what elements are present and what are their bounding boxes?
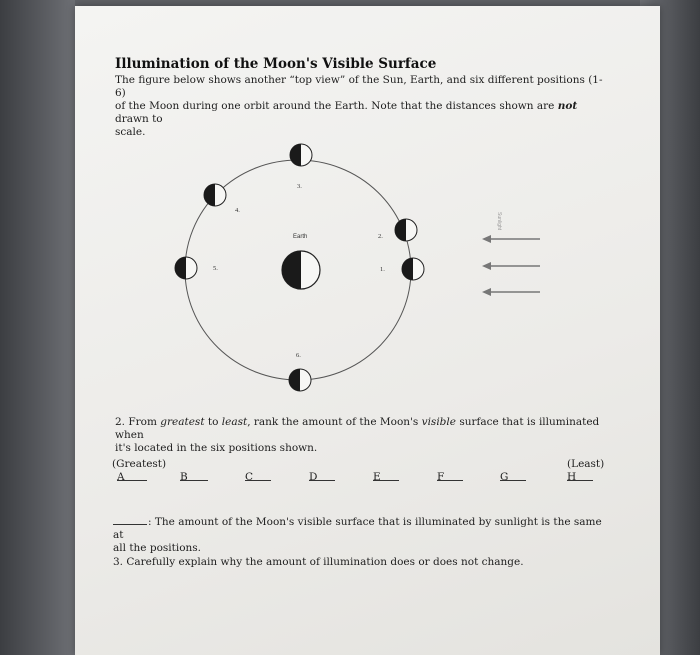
rank-blank[interactable] [309, 471, 335, 481]
position-2-label: 2. [378, 233, 383, 240]
sunlight-label: Sunlight [496, 212, 502, 231]
question-2-line-2: it's located in the six positions shown. [115, 442, 318, 454]
earth [282, 251, 320, 289]
position-5-label: 5. [213, 265, 218, 272]
intro-line-2: of the Moon during one orbit around the Earth. Note that the distances shown are not drawn to [115, 100, 578, 125]
rank-blank[interactable] [245, 471, 271, 481]
same-statement-line-1: : The amount of the Moon's visible surface that is illuminated by sunlight is the same at [113, 516, 602, 541]
rank-blank[interactable] [180, 471, 208, 481]
sunlight-arrowhead [482, 288, 491, 296]
sunlight-arrowhead [482, 262, 491, 270]
least-label: (Least) [567, 458, 605, 470]
position-3-label: 3. [297, 183, 302, 190]
moon-position-3 [290, 144, 312, 166]
section-title: Illumination of the Moon's Visible Surface [115, 56, 437, 72]
position-4-label: 4. [235, 207, 240, 214]
rank-blank[interactable] [373, 471, 399, 481]
position-6-label: 6. [296, 352, 301, 359]
rank-blank[interactable] [500, 471, 526, 481]
question-2 [115, 416, 615, 455]
sunlight-arrowhead [482, 235, 491, 243]
position-1-label: 1. [380, 266, 385, 273]
moon-position-6 [289, 369, 311, 391]
moon-position-4 [204, 184, 226, 206]
same-blank[interactable] [113, 515, 147, 525]
intro-line-3: scale. [115, 126, 146, 138]
same-statement [113, 515, 613, 555]
intro-line-1: The figure below shows another “top view” of the Sun, Earth, and six different positions (1-6) [115, 74, 603, 99]
rank-blank[interactable] [117, 471, 147, 481]
question-3: 3. Carefully explain why the amount of illumination does or does not change. [113, 556, 524, 568]
moon-position-2 [395, 219, 417, 241]
moon-position-1 [402, 258, 424, 280]
rank-blank[interactable] [567, 471, 593, 481]
moon-position-5 [175, 257, 197, 279]
earth-label: Earth [293, 234, 308, 240]
sunlight-arrows [482, 235, 540, 296]
rank-blank[interactable] [437, 471, 463, 481]
greatest-label: (Greatest) [112, 458, 167, 470]
same-statement-line-2: all the positions. [113, 542, 202, 554]
question-2-line-1: 2. From greatest to least, rank the amount of the Moon's visible surface that is illuminated when [115, 416, 600, 441]
